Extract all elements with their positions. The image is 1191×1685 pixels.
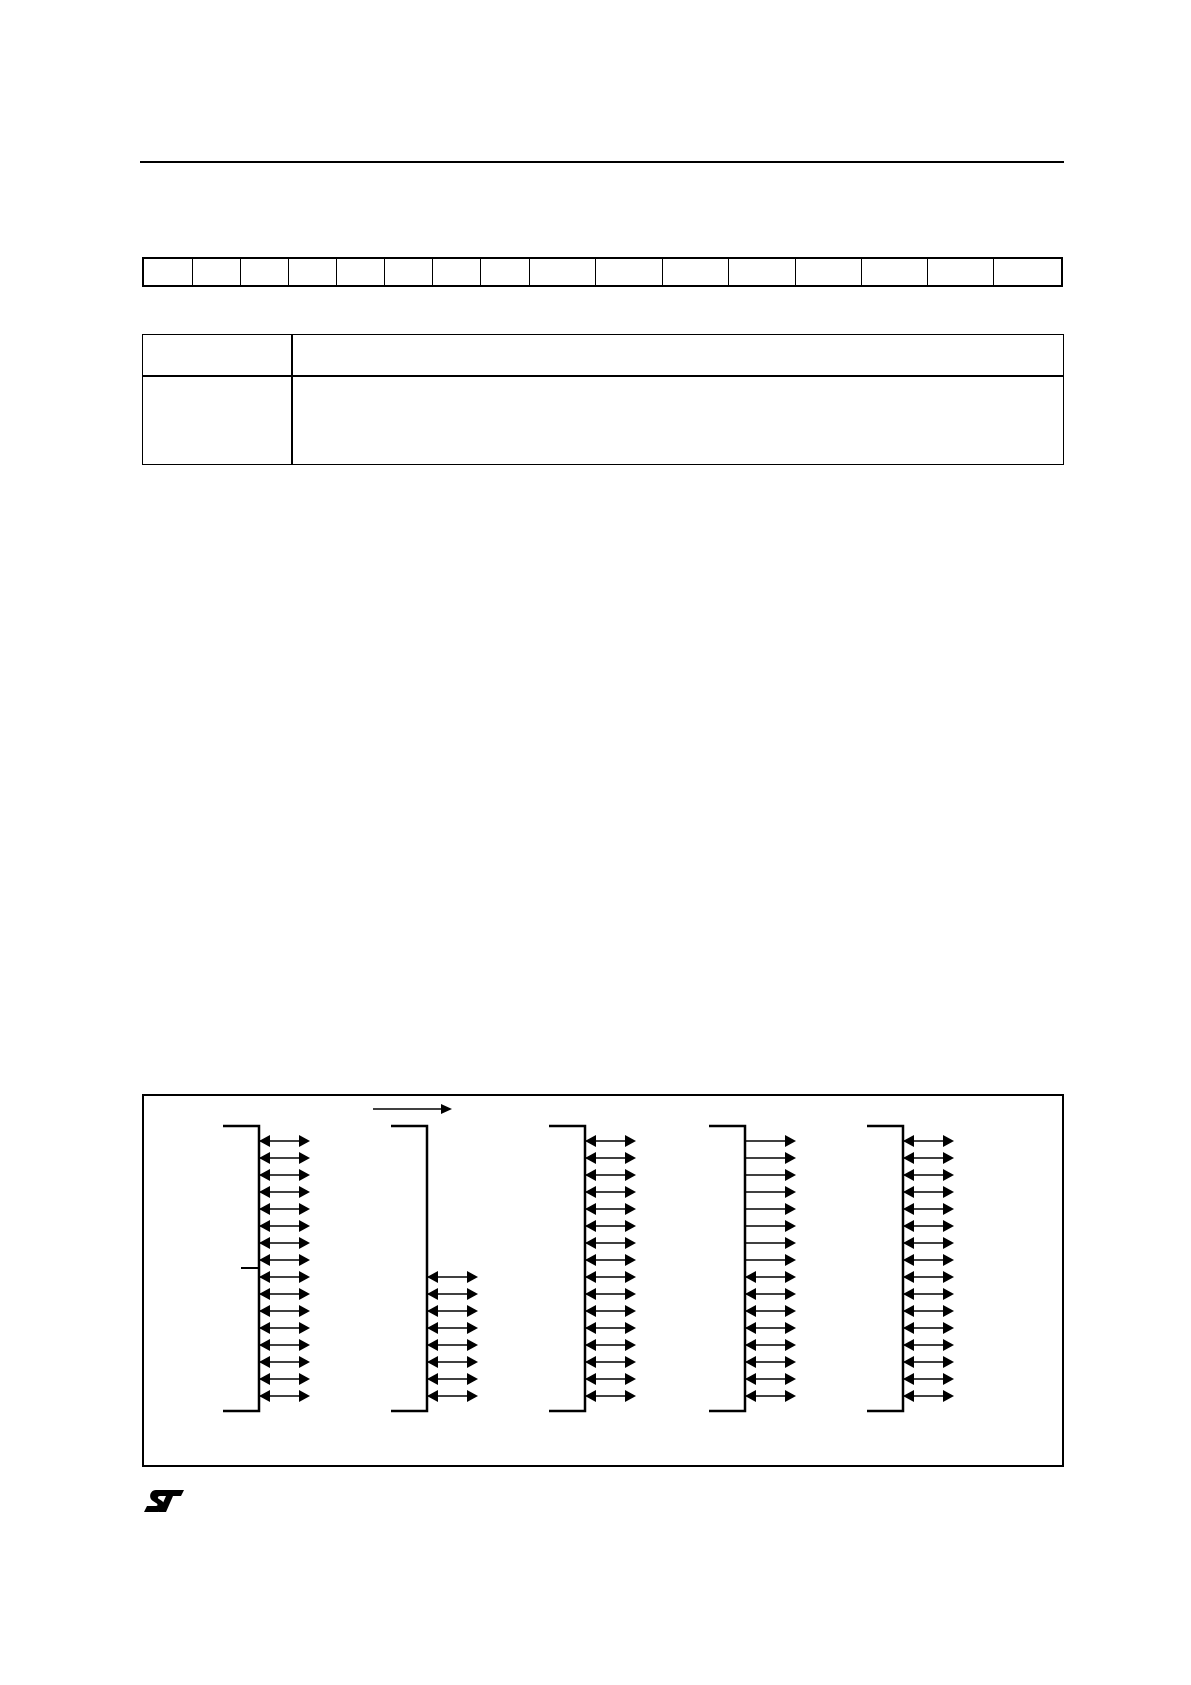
- arrow-head-right: [299, 1220, 310, 1232]
- arrow-head-left: [585, 1390, 596, 1402]
- arrow-head-left: [903, 1254, 914, 1266]
- arrow-head-right: [625, 1322, 636, 1334]
- arrow-head-left: [585, 1339, 596, 1351]
- arrow-head-right: [299, 1288, 310, 1300]
- arrow-head-left: [745, 1305, 756, 1317]
- arrow-head-right: [943, 1356, 954, 1368]
- arrow-head-right: [625, 1203, 636, 1215]
- bit-cell: [433, 259, 481, 285]
- arrow-head-right: [785, 1203, 796, 1215]
- arrow-head-left: [585, 1186, 596, 1198]
- arrow-head-left: [259, 1186, 270, 1198]
- arrow-head-left: [585, 1220, 596, 1232]
- arrow-head-right: [299, 1390, 310, 1402]
- arrow-head-right: [625, 1152, 636, 1164]
- arrow-head-right: [625, 1373, 636, 1385]
- arrow-head-right: [943, 1237, 954, 1249]
- arrow-head-left: [745, 1390, 756, 1402]
- arrow-head-left: [903, 1237, 914, 1249]
- arrow-head-left: [903, 1220, 914, 1232]
- arrow-head-left: [259, 1152, 270, 1164]
- arrow-head-left: [585, 1254, 596, 1266]
- arrow-head-right: [467, 1305, 478, 1317]
- arrow-head-right: [625, 1271, 636, 1283]
- arrow-head-right: [943, 1220, 954, 1232]
- arrow-head-left: [259, 1390, 270, 1402]
- bit-cell: [530, 259, 596, 285]
- arrow-head-right: [785, 1254, 796, 1266]
- arrow-head-left: [259, 1373, 270, 1385]
- arrow-head-left: [427, 1356, 438, 1368]
- arrow-head-right: [625, 1288, 636, 1300]
- arrow-head-right: [299, 1203, 310, 1215]
- arrow-head-right: [467, 1322, 478, 1334]
- bit-cell: [193, 259, 241, 285]
- arrow-head-left: [585, 1305, 596, 1317]
- arrow-head-left: [427, 1322, 438, 1334]
- arrow-head-right: [625, 1305, 636, 1317]
- arrow-head-right: [785, 1390, 796, 1402]
- arrow-head-left: [585, 1356, 596, 1368]
- arrow-head-left: [259, 1288, 270, 1300]
- bit-cell: [928, 259, 994, 285]
- arrow-head-right: [625, 1186, 636, 1198]
- arrow-head-right: [467, 1373, 478, 1385]
- arrow-head-right: [785, 1220, 796, 1232]
- arrow-head-right: [943, 1339, 954, 1351]
- arrow-head-right: [943, 1271, 954, 1283]
- arrow-head-right: [625, 1237, 636, 1249]
- arrow-head-right: [299, 1135, 310, 1147]
- figure-frame: [142, 1094, 1064, 1467]
- arrow-head-right: [467, 1288, 478, 1300]
- arrow-head-left: [585, 1237, 596, 1249]
- arrow-head-left: [427, 1305, 438, 1317]
- arrow-head-left: [903, 1203, 914, 1215]
- arrow-head-left: [903, 1169, 914, 1181]
- arrow-head-right: [785, 1186, 796, 1198]
- arrow-head-left: [585, 1271, 596, 1283]
- arrow-head-left: [585, 1288, 596, 1300]
- arrow-head-left: [259, 1135, 270, 1147]
- bit-cell: [596, 259, 663, 285]
- arrow-head-left: [585, 1169, 596, 1181]
- arrow-head-right: [625, 1220, 636, 1232]
- bit-cell: [385, 259, 433, 285]
- arrow-head-right: [299, 1305, 310, 1317]
- arrow-head-left: [903, 1152, 914, 1164]
- arrow-head-right: [785, 1373, 796, 1385]
- arrow-head-right: [943, 1203, 954, 1215]
- bit-cell: [289, 259, 337, 285]
- arrow-head-left: [745, 1373, 756, 1385]
- bit-cell: [481, 259, 530, 285]
- arrow-head-left: [903, 1390, 914, 1402]
- arrow-head-right: [299, 1169, 310, 1181]
- arrow-head-right: [467, 1356, 478, 1368]
- arrow-head-left: [427, 1271, 438, 1283]
- arrow-head-right: [299, 1152, 310, 1164]
- bit-cell: [796, 259, 862, 285]
- bit-cell: [862, 259, 928, 285]
- arrow-head-right: [785, 1288, 796, 1300]
- arrow-head-right: [943, 1373, 954, 1385]
- arrow-head-left: [427, 1390, 438, 1402]
- direction-arrow-head: [441, 1104, 452, 1114]
- arrow-head-left: [427, 1373, 438, 1385]
- arrow-head-right: [943, 1186, 954, 1198]
- arrow-head-right: [625, 1254, 636, 1266]
- arrow-head-right: [943, 1390, 954, 1402]
- arrow-head-right: [299, 1237, 310, 1249]
- arrow-head-right: [625, 1356, 636, 1368]
- port-bracket: [391, 1126, 427, 1411]
- description-table-column-separator: [291, 335, 293, 464]
- arrow-head-right: [299, 1356, 310, 1368]
- arrow-head-right: [943, 1288, 954, 1300]
- arrow-head-right: [785, 1339, 796, 1351]
- arrow-head-right: [943, 1152, 954, 1164]
- port-bracket: [867, 1126, 903, 1411]
- arrow-head-right: [625, 1339, 636, 1351]
- arrow-head-right: [943, 1322, 954, 1334]
- bit-cell: [144, 259, 193, 285]
- arrow-head-left: [259, 1339, 270, 1351]
- arrow-head-right: [943, 1305, 954, 1317]
- arrow-head-right: [299, 1186, 310, 1198]
- arrow-head-left: [585, 1373, 596, 1385]
- arrow-head-left: [903, 1271, 914, 1283]
- arrow-head-left: [259, 1237, 270, 1249]
- arrow-head-left: [259, 1254, 270, 1266]
- arrow-head-right: [785, 1356, 796, 1368]
- arrow-head-left: [903, 1186, 914, 1198]
- arrow-head-left: [903, 1356, 914, 1368]
- arrow-head-left: [259, 1220, 270, 1232]
- arrow-head-left: [745, 1288, 756, 1300]
- description-table-header-row: [143, 335, 1063, 377]
- arrow-head-left: [427, 1288, 438, 1300]
- arrow-head-left: [259, 1203, 270, 1215]
- arrow-head-right: [943, 1169, 954, 1181]
- arrow-head-right: [625, 1169, 636, 1181]
- arrow-head-left: [903, 1135, 914, 1147]
- arrow-head-left: [259, 1271, 270, 1283]
- arrow-head-left: [745, 1322, 756, 1334]
- arrow-head-right: [785, 1237, 796, 1249]
- arrow-head-left: [259, 1305, 270, 1317]
- arrow-head-right: [943, 1135, 954, 1147]
- arrow-head-left: [903, 1322, 914, 1334]
- header-rule: [140, 161, 1064, 163]
- arrow-head-right: [467, 1390, 478, 1402]
- arrow-head-left: [585, 1135, 596, 1147]
- bit-cell: [729, 259, 796, 285]
- arrow-head-right: [943, 1254, 954, 1266]
- port-diagram: [144, 1096, 1066, 1469]
- arrow-head-right: [785, 1169, 796, 1181]
- arrow-head-right: [467, 1271, 478, 1283]
- port-bracket: [549, 1126, 585, 1411]
- port-bracket: [709, 1126, 745, 1411]
- arrow-head-left: [903, 1373, 914, 1385]
- bit-cell: [663, 259, 729, 285]
- arrow-head-right: [299, 1373, 310, 1385]
- arrow-head-left: [903, 1305, 914, 1317]
- arrow-head-left: [259, 1356, 270, 1368]
- arrow-head-right: [299, 1271, 310, 1283]
- arrow-head-right: [785, 1271, 796, 1283]
- arrow-head-right: [785, 1322, 796, 1334]
- bit-cell: [241, 259, 289, 285]
- arrow-head-left: [259, 1169, 270, 1181]
- st-logo: [142, 1488, 186, 1514]
- arrow-head-left: [427, 1339, 438, 1351]
- bit-cell: [994, 259, 1057, 285]
- arrow-head-right: [299, 1339, 310, 1351]
- arrow-head-right: [467, 1339, 478, 1351]
- bit-cell: [337, 259, 385, 285]
- arrow-head-right: [785, 1152, 796, 1164]
- arrow-head-left: [585, 1152, 596, 1164]
- arrow-head-left: [903, 1288, 914, 1300]
- arrow-head-right: [625, 1390, 636, 1402]
- arrow-head-left: [745, 1339, 756, 1351]
- arrow-head-left: [585, 1203, 596, 1215]
- arrow-head-left: [259, 1322, 270, 1334]
- arrow-head-left: [745, 1356, 756, 1368]
- arrow-head-right: [785, 1305, 796, 1317]
- arrow-head-left: [745, 1271, 756, 1283]
- arrow-head-left: [903, 1339, 914, 1351]
- arrow-head-right: [299, 1322, 310, 1334]
- register-bitfield: [142, 257, 1063, 287]
- arrow-head-right: [625, 1135, 636, 1147]
- arrow-head-right: [299, 1254, 310, 1266]
- description-table: [142, 334, 1064, 465]
- arrow-head-right: [785, 1135, 796, 1147]
- arrow-head-left: [585, 1322, 596, 1334]
